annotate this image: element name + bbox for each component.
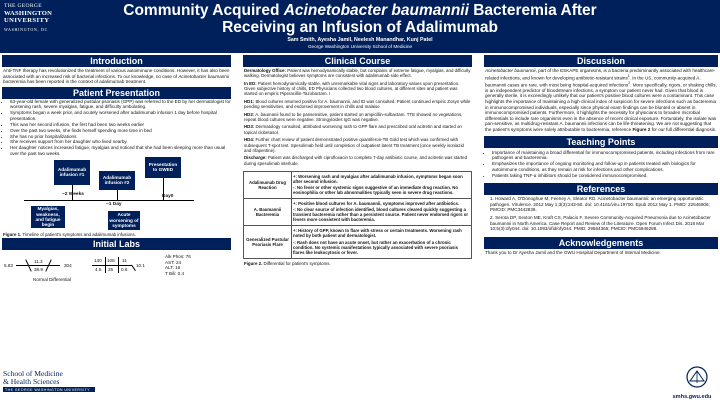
- authors: Sam Smith, Ayesha Jamil, Neelesh Manandhar, Kunj Patel: [287, 37, 433, 43]
- title-prefix: Community Acquired: [123, 2, 284, 19]
- school-of-medicine-logo: [3, 370, 123, 392]
- course-paragraph: [244, 155, 471, 166]
- differential-minus: -: No clear source of infection identified, blood cultures cleared quickly suggesting a transient bacteremia rather than a persistent source. Patient never endorsed rigors or fevers more consistent with bacteremia.: [293, 207, 469, 223]
- title-suffix: Bacteremia After: [468, 2, 597, 19]
- discussion-b: , part of the ESKAPE organisms, is a bacteria predominantly associated with healthcare-related infections, and known for developing antibiotic-resistant strains: [485, 68, 716, 81]
- reference-item: 2. Serota DP, Sexton ME, Kraft CS, Palacio F. Severe Community-Acquired Pneumonia due to Acinetobacter baumannii in North America: Case Report and Review of the Literature. Open Forum Infect Dis. 2018 Mar 10;5(3):ofy044. doi: 10.1093/ofid/ofy044. PMID: 29564365; PMCID: PMC5846288.: [490, 215, 711, 232]
- table-row-label: Generalized Pustular Psoriasis Flare: [244, 226, 292, 258]
- course-text: Patient was hemodynamically stable, but complains of extreme fatigue, myalgias, and difficulty walking. Dermatologist believes symptoms are consistent with adalimumab side effect.: [244, 68, 471, 79]
- course-text: Blood cultures returned positive for A. baumannii, and ID was consulted. Patient continued empiric Zosyn while pending sensitivities, and endorsed improvement in chills and malaise: [244, 98, 471, 110]
- list-item: • Emphasizes the importance of ongoing monitoring and follow-up in patients treated with biologics for autoimmune conditions, as they remain at risk for infections and other complications.: [492, 161, 718, 172]
- table-row-label: A. Baumannii Bacteremia: [244, 199, 292, 226]
- intro-text-a: Anti-TNF therapy has revolutionized the treatment of various autoimmune conditions. However, it has also been associated with an increased risk of bacterial infections. To our knowledge, no case of: [3, 68, 230, 79]
- som-line-2: & Health Sciences: [3, 377, 60, 387]
- table-row: [244, 172, 472, 199]
- presentation-list: [2, 99, 231, 157]
- references-heading: References: [484, 183, 718, 195]
- som-line-3: THE GEORGE WASHINGTON UNIVERSITY: [3, 387, 95, 392]
- course-lead: HD4:: [244, 137, 255, 143]
- smhs-crest-icon: [684, 366, 710, 388]
- lab-alk-phos: Alk Phos: 76: [165, 254, 191, 259]
- timeline-axis: [24, 200, 194, 201]
- logo-line-2: WASHINGTON: [4, 9, 53, 17]
- labs-figure: [2, 250, 231, 298]
- lab-glu: 10.1: [136, 263, 145, 268]
- column-left: [2, 55, 231, 298]
- teaching-points-heading: Teaching Points: [484, 136, 718, 148]
- differential-table: [243, 171, 472, 259]
- bmp-line: [118, 257, 119, 273]
- differential-minus: -: Rash does not have an acute onset, but rather an exacerbation of a chronic condition. No systemic manifestations typically associated with severe psoriasis flares like leukocytosis or fever.: [293, 239, 459, 255]
- table-row-detail: [292, 172, 472, 199]
- smhs-url-link[interactable]: smhs.gwu.edu: [672, 394, 712, 400]
- lab-alt: ALT: 16: [165, 265, 181, 271]
- figure-2-text: Differential for patient's symptoms.: [262, 260, 331, 266]
- logo-line-1: THE GEORGE: [4, 3, 42, 9]
- som-line-1: School of Medicine: [3, 369, 63, 378]
- initial-labs-heading: Initial Labs: [2, 238, 231, 250]
- teaching-points-list: [484, 150, 718, 179]
- bmp-line: [105, 257, 106, 273]
- timeline-label-2-weeks: ~2 Weeks: [62, 191, 84, 197]
- discussion-italic: Acinetobacter baumannii: [485, 68, 536, 73]
- figure-1-text: Timeline of patient's symptoms and adalimumab infusions.: [21, 231, 136, 237]
- discussion-d: . More specifically, rigors, or shaking chills, is an independent predictor of bloodstream infections, a symptom our patient never had. Given that blood is generally sterile, it is exceedingly unlikely that our patient's positive blood cultures were a contaminant. This case highlights the importance of maintaining a high clinical index of suspicion for severe infections such as bacteremia in immunocompromised individuals, especially since physical exam findings can be blunted or absent in immunocompromised patients. Furthermore, it highlights the necessity for physicians to broaden microbial differentials to include rare organisms even in the absence of recent clinical exposure. Fortunately, the isolate was pan-sensitive, as multidrug-resistant A. baumannii infections can be life-threatening. We are not suggesting that the patient's symptoms were solely attributable to bacteremia, reference: [485, 82, 717, 132]
- title-italic: Acinetobacter baumannii: [283, 2, 469, 19]
- course-lead: HD1:: [244, 98, 255, 104]
- lab-lft-list: [165, 254, 191, 276]
- logo-line-4: WASHINGTON, DC: [4, 26, 48, 32]
- course-paragraph: [244, 99, 471, 110]
- course-text: A. baumanii found to be pansensitive, patient started on ampicillin-sulbactam. TTE showed no vegetations, repeat blood cultures were negative. Strongyloides IgG was negative.: [244, 111, 463, 122]
- lab-k: 4.5: [95, 267, 102, 272]
- timeline-box-presentation: Presentation to GWED: [145, 157, 181, 178]
- list-item: • She has no prior hospitalizations: [10, 134, 231, 140]
- timeline-box-infusion-2: Adalimumab infusion #2: [99, 171, 135, 190]
- poster-header: [0, 0, 720, 53]
- course-paragraph: [244, 68, 471, 79]
- column-middle: [243, 55, 472, 266]
- list-item: • Patients taking TNF-α inhibitors should be considered immunocompromised.: [492, 173, 718, 179]
- table-row-detail: [292, 226, 472, 258]
- lab-cl: 108: [107, 258, 115, 263]
- clinical-course-heading: Clinical Course: [243, 55, 472, 67]
- acknowledgements-heading: Acknowledgements: [484, 237, 718, 249]
- lab-tbili: T Bili: 0.4: [165, 270, 185, 276]
- clinical-course-text: [243, 67, 472, 169]
- lab-hct: 38.9: [34, 267, 43, 272]
- introduction-text: [2, 67, 231, 86]
- lab-ast: AST: 24: [165, 259, 182, 265]
- timeline-figure: [2, 157, 231, 226]
- lab-wbc: 5.83: [4, 263, 13, 268]
- cbc-line: [16, 265, 60, 266]
- list-item: • 63-year-old female with generalized pustular psoriasis (GPP) was referred to the ED by her dermatologist for worsening rash, severe myalgias, fatigue, and difficulty ambulating.: [10, 99, 231, 110]
- table-row-label: Adalimumab Drug Reaction: [244, 172, 292, 199]
- course-text: Patient was discharged with ciprofloxacin to complete 7-day antibiotic course, and acitretin was started during spesolimab interlude.: [244, 155, 468, 166]
- course-paragraph: [244, 81, 471, 97]
- timeline-box-symptoms-begin: Myalgias, weakness, and fatigue begin: [31, 206, 65, 228]
- lab-hgb: 11.3: [34, 259, 43, 264]
- course-lead: Dermatology Office:: [244, 68, 286, 73]
- lab-co2: 25: [108, 267, 114, 272]
- list-item: • She receives support from her daughter who lived nearby.: [10, 139, 231, 145]
- list-item: • This was her second infusion, the first had been two weeks earlier: [10, 122, 231, 128]
- course-paragraph: [244, 124, 471, 135]
- table-row: [244, 226, 472, 258]
- figure-2-caption: [243, 261, 472, 266]
- table-row-detail: [292, 199, 472, 226]
- list-item: • Her daughter notices increased fatigue, myalgias and noticed that she had been sleeping more than usual over the past two weeks.: [10, 145, 231, 156]
- lab-na: 140: [94, 258, 102, 263]
- lab-plt: 304: [64, 263, 72, 268]
- discussion-c: . In the US, community-acquired A. baumannii cases are rare, with most being hospital-acquired infections: [485, 75, 701, 88]
- patient-presentation-heading: Patient Presentation: [2, 87, 231, 99]
- poster-title: [90, 2, 630, 36]
- discussion-e: for our full differential diagnosis.: [650, 127, 717, 132]
- course-paragraph: [244, 112, 471, 123]
- course-lead: In ED:: [244, 80, 257, 86]
- bmp-line: [92, 265, 132, 266]
- figure-1-caption: [2, 232, 231, 237]
- course-text: Patient hemodynamically stable, with unremarkable vital signs and laboratory values upon presentation. Given subjective history of chills, ED Physicians collected two blood cultures, at different sites and patient was started on empiric Piperacillin-Tazobactam. I: [244, 80, 460, 97]
- introduction-heading: Introduction: [2, 55, 231, 67]
- course-lead: HD2:: [244, 111, 255, 117]
- timeline-box-worsening: Acute worsening of symptoms: [109, 212, 139, 228]
- lab-bun: 11: [122, 258, 127, 263]
- differential-plus: +: Worsening rash and myalgias after adalimumab infusion, symptoms began soon after second infusion.: [293, 173, 463, 184]
- timeline-label-1-day: ~1 Day: [106, 201, 122, 207]
- timeline-label-day0: Day0: [162, 193, 174, 199]
- gwu-logo: [4, 4, 70, 48]
- course-lead: HD3:: [244, 124, 255, 130]
- table-row: [244, 199, 472, 226]
- list-item: • Over the past two weeks, she finds herself spending more time in bed: [10, 128, 231, 134]
- column-right: [484, 55, 718, 257]
- affiliation: George Washington University School of Medicine: [307, 44, 413, 49]
- differential-minus: -: No fever or other systemic signs suggestive of an immediate drug reaction. No eosinophilia or other lab abnormalities typically seen in severe drug reactions.: [293, 185, 458, 196]
- intro-text-b: bacteremia has been reported in the context of adalimumab treatment.: [3, 79, 147, 85]
- title-line-2: Receiving an Infusion of Adalimumab: [222, 19, 498, 36]
- discussion-figure-ref: Figure 2: [632, 127, 651, 132]
- timeline-tick-2: [117, 190, 118, 200]
- figure-2-label: Figure 2.: [244, 260, 263, 266]
- lab-cr: 0.6: [121, 267, 128, 272]
- references-list: [484, 195, 718, 235]
- differential-plus: +: Positive blood cultures for A. baumannii, symptoms improved after antibiotics.: [293, 200, 460, 206]
- acknowledgements-text: Thank you to Dr Ayesha Jamil and the GWU Hospital Department of Internal Medicine.: [485, 250, 661, 256]
- list-item: • Symptoms began a week prior, and acutely worsened after adalimumab infusion 1 day before hospital presentation.: [10, 110, 231, 121]
- labs-caption: Normal Differential: [33, 277, 71, 282]
- logo-line-3: UNIVERSITY: [4, 17, 50, 25]
- figure-1-label: Figure 1.: [3, 231, 22, 237]
- course-text: Further chart review of patient demonstrated positive quantiferon-TB Gold test which was confirmed with subsequent T-spot test. Spesolimab held until completion of outpatient latent TB treatment (once weekly isoniazid and rifapentine).: [244, 137, 464, 153]
- course-lead: Discharge:: [244, 155, 267, 161]
- course-paragraph: [244, 137, 471, 153]
- timeline-box-infusion-1: Adalimumab infusion #1: [54, 160, 90, 185]
- intro-text-italic: Acinetobacter baumannii: [178, 73, 229, 79]
- course-text: Dermatology consulted, attributed worsening rash to GPP flare and prescribed oral acitretin and started on topical clobetasol.: [244, 124, 462, 135]
- discussion-text: Acinetobacter baumannii, part of the ESKAPE organisms, is a bacteria predominantly associated with healthcare-related infections, and known for developing antibiotic-resistant strains$^1$. In the US, community-acquired A. baumannii cases are rare, with most being hospital-acquired infections$^2$. More specifically, rigors, or shaking chills, is an independent predictor of bloodstream infections, a symptom our patient never had. Given that blood is generally sterile, it is exceedingly unlikely that our patient's positive blood cultures were a contaminant. This case highlights the importance of maintaining a high clinical index of suspicion for severe infections such as bacteremia in immunocompromised individuals, especially since physical exam findings can be blunted or absent in immunocompromised patients. Furthermore, it highlights the necessity for physicians to broaden microbial differentials to include rare organisms even in the absence of recent clinical exposure. Fortunately, the isolate was pan-sensitive, as multidrug-resistant A. baumannii infections can be life-threatening. We are not suggesting that the patient's symptoms were solely attributable to bacteremia, reference Figure 2 for our full differential diagnosis.: [485, 68, 717, 132]
- list-item: • Importance of maintaining a broad differential for immunocompromised patients, including infections from rare pathogens and bacteremia.: [492, 150, 718, 161]
- reference-item: 1. Howard A, O'Donoghue M, Feeney A, Sleator RD. Acinetobacter baumannii: an emerging opportunistic pathogen. Virulence. 2012 May 1;3(3):243-50. doi: 10.4161/viru.19700. Epub 2012 May 1. PMID: 22546906; PMCID: PMC3442836.: [490, 196, 710, 213]
- differential-plus: +: History of GPP, known to flare with stress or certain treatments. Worsening rash noted by both patient and dermatologist.: [293, 227, 462, 238]
- discussion-heading: Discussion: [484, 55, 718, 67]
